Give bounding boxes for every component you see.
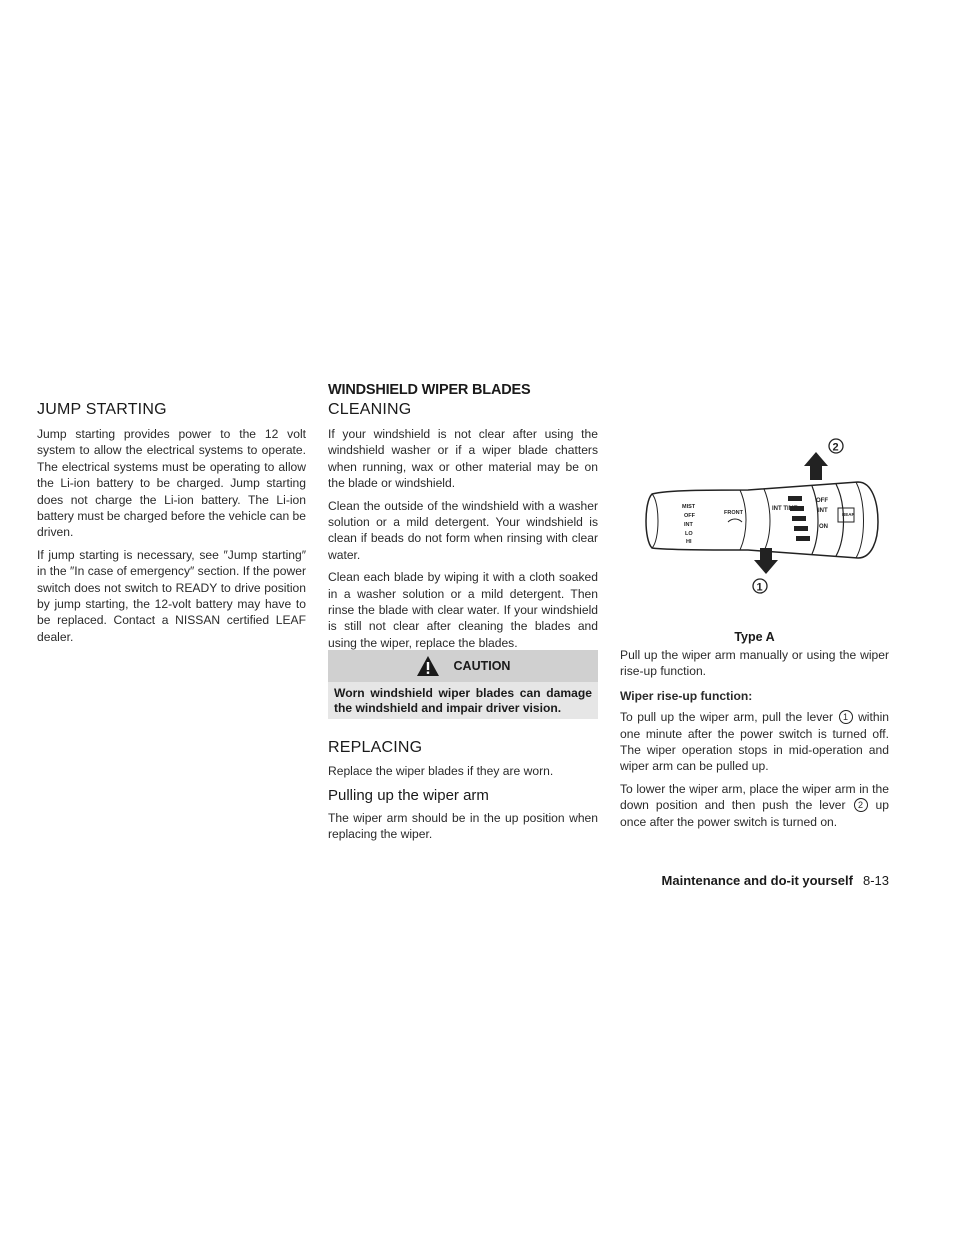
- cleaning-body: [328, 426, 598, 657]
- jump-starting-heading: JUMP STARTING: [37, 401, 167, 418]
- caution-text: Worn windshield wiper blades can damage the windshield and impair driver vision.: [334, 686, 592, 715]
- jump-starting-body: [37, 426, 306, 651]
- label-front: FRONT: [724, 510, 743, 516]
- caution-box: [328, 650, 598, 719]
- cleaning-heading: CLEANING: [328, 401, 412, 418]
- rise-heading: Wiper rise-up function:: [620, 688, 753, 703]
- figure-caption: Type A: [734, 630, 775, 644]
- rise-intro: Pull up the wiper arm manually or using the wiper rise-up function.: [620, 648, 889, 679]
- cleaning-paragraph: Clean each blade by wiping it with a cloth soaked in a washer solution or a mild detergent. Then rinse the blade with clear water. If your windshield is still not clear after cleaning the blades and using the wiper, replace the blades.: [328, 570, 598, 650]
- wiper-lever-illustration: [638, 432, 883, 607]
- cleaning-paragraph: If your windshield is not clear after using the windshield washer or if a wiper blade chatters when running, wax or other material may be on the blade or windshield.: [328, 427, 598, 491]
- pulling-paragraph: The wiper arm should be in the up position when replacing the wiper.: [328, 811, 598, 842]
- jump-starting-paragraph: If jump starting is necessary, see ″Jump starting″ in the ″In case of emergency″ section. If the power switch does not switch to READY to drive position by jump starting, the 12-volt battery may have to be replaced. Contact a NISSAN certified LEAF dealer.: [37, 547, 306, 644]
- label-int-time: INT TIME: [772, 506, 798, 512]
- callout-1: 1: [756, 581, 763, 594]
- label-off-rear: OFF: [816, 498, 828, 504]
- caution-label: CAUTION: [453, 659, 511, 673]
- label-hi: HI: [686, 539, 692, 545]
- wiper-blades-heading: WINDSHIELD WIPER BLADES: [328, 382, 531, 398]
- jump-starting-paragraph: Jump starting provides power to the 12 volt system to allow the electrical systems to operate. The electrical systems must be operating to allow the Li-ion battery to be charged. Jump starting does not charge the Li-ion battery. The Li-ion battery must be charged before the vehicle can be driven.: [37, 427, 306, 540]
- label-off: OFF: [684, 513, 695, 519]
- replacing-heading: REPLACING: [328, 739, 423, 756]
- footer-page-number: 8-13: [862, 873, 889, 888]
- label-lo: LO: [685, 531, 693, 537]
- caution-header: [328, 650, 598, 682]
- pulling-heading: Pulling up the wiper arm: [328, 787, 489, 804]
- arrow-up-icon: [804, 452, 828, 480]
- callout-2: 2: [832, 441, 839, 454]
- rise-paragraph-1: To pull up the wiper arm, pull the lever 1 within one minute after the power switch is turned off. The wiper operation stops in mid-operation and wiper arm can be pulled up.: [620, 710, 889, 774]
- label-rear: REAR: [842, 512, 855, 517]
- replacing-paragraph: Replace the wiper blades if they are worn.: [328, 764, 554, 778]
- label-int-rear: INT: [818, 508, 828, 514]
- callout-2-inline: 2: [854, 798, 868, 812]
- label-int: INT: [684, 522, 693, 528]
- footer-section: Maintenance and do-it yourself: [661, 873, 853, 888]
- rise-paragraph-2: To lower the wiper arm, place the wiper arm in the down position and then push the lever 2 up once after the power switch is turned on.: [620, 781, 889, 829]
- label-on-rear: ON: [819, 524, 828, 530]
- label-mist: MIST: [682, 504, 696, 510]
- rise-body: [620, 647, 889, 836]
- cleaning-paragraph: Clean the outside of the windshield with a washer solution or a mild detergent. Your windshield is clean if beads do not form when rinsing with clear water.: [328, 498, 598, 562]
- page-footer: [662, 873, 889, 888]
- callout-1-inline: 1: [839, 710, 853, 724]
- warning-icon: [416, 655, 440, 677]
